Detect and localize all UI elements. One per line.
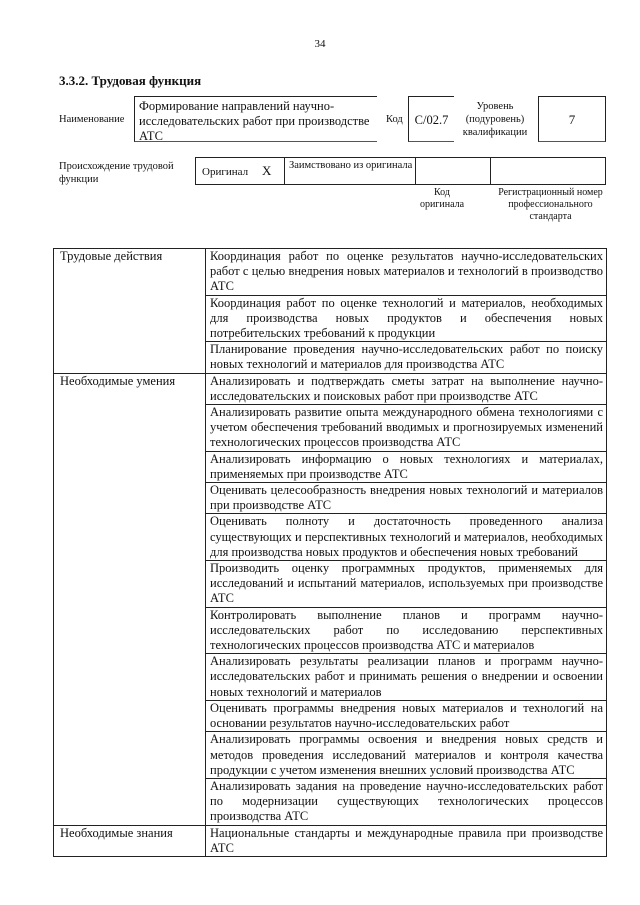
labor-function-table (53, 248, 607, 857)
section-item: Анализировать задания на проведение научно-исследовательских работ по модернизации существующих технологических процессов производства АТС (206, 778, 607, 825)
borrowed-label: Заимствовано из оригинала (289, 160, 413, 171)
table-row (54, 825, 607, 856)
section-item: Анализировать развитие опыта международного обмена технологиями с учетом обеспечения требований вводимых и прогнозируемых изменений технологических процессов производства АТС (206, 405, 607, 452)
section-item: Производить оценку программных продуктов, применяемых для исследований и испытаний материалов, используемых при производстве АТС (206, 561, 607, 608)
level-value: 7 (538, 96, 606, 142)
section-item: Оценивать программы внедрения новых материалов и технологий на основании результатов научно-исследовательских работ (206, 700, 607, 731)
section-item: Анализировать результаты реализации планов и программ научно-исследовательских работ и принимать решения о внедрении и освоении новых технологий и материалов (206, 654, 607, 701)
code-label: Код (386, 114, 403, 125)
section-item: Национальные стандарты и международные правила при производстве АТС (206, 825, 607, 856)
original-label: Оригинал (202, 166, 249, 178)
section-item: Координация работ по оценке результатов научно-исследовательских работ с целью внедрения новых материалов и технологий в производство АТС (206, 249, 607, 296)
section-item: Координация работ по оценке технологий и материалов, необходимых для производства новых продуктов и обеспечения новых потребительских требований к продукции (206, 295, 607, 342)
reg-number-cell (490, 158, 606, 185)
code-value: С/02.7 (408, 96, 454, 142)
section-item: Анализировать и подтверждать сметы затрат на выполнение научно-исследовательских и поисковых работ при производстве АТС (206, 373, 607, 404)
table-row (54, 373, 607, 404)
section-title: 3.3.2. Трудовая функция (59, 73, 202, 88)
section-item: Анализировать информацию о новых технологиях и материалах, применяемых при производстве АТС (206, 451, 607, 482)
borrowed-cell (284, 158, 415, 185)
reg-number-label: Регистрационный номер профессионального стандарта (498, 187, 603, 222)
original-mark: X (262, 163, 272, 178)
origin-label: Происхождение трудовой функции (59, 161, 174, 185)
section-label: Необходимые умения (54, 373, 206, 825)
section-label: Трудовые действия (54, 249, 206, 374)
level-label: Уровень (подуровень) квалификации (462, 101, 528, 138)
original-cell (195, 158, 284, 185)
section-item: Планирование проведения научно-исследовательских работ по поиску новых технологий и материалов для производства АТС (206, 342, 607, 373)
section-item: Контролировать выполнение планов и программ научно-исследовательских работ по исследованию перспективных технологических процессов производства АТС и материалов (206, 607, 607, 654)
section-label: Необходимые знания (54, 825, 206, 856)
code-original-cell (415, 158, 490, 185)
name-value: Формирование направлений научно-исследовательских работ при производстве АТС (134, 96, 377, 142)
code-original-label: Код оригинала (419, 187, 465, 210)
section-item: Оценивать полноту и достаточность проведенного анализа существующих и перспективных технологий и материалов, необходимых для производства новых продуктов и обеспечения новых требований (206, 514, 607, 561)
table-row (54, 249, 607, 296)
name-label: Наименование (59, 114, 125, 125)
page-number: 34 (314, 38, 326, 50)
section-item: Оценивать целесообразность внедрения новых технологий и материалов при производстве АТС (206, 483, 607, 514)
origin-row (195, 157, 606, 185)
section-item: Анализировать программы освоения и внедрения новых средств и методов проведения исследований материалов и контроля качества продукции с учетом изменения внешних условий производства АТС (206, 732, 607, 779)
